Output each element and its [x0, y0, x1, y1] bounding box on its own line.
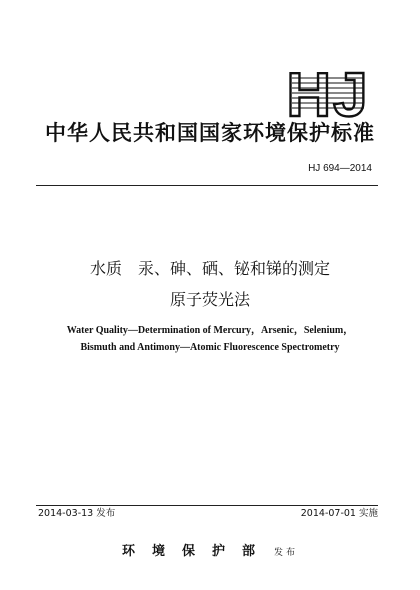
issuer-suffix: 发布 [274, 548, 299, 558]
top-divider [36, 185, 378, 186]
implementation-date: 2014-07-01 实施 [300, 508, 378, 519]
bottom-divider [36, 505, 378, 506]
document-title-en-line2: Bismuth and Antimony—Atomic Fluorescence Spectrometry [80, 342, 340, 353]
issuer-name: 环境保护部 [121, 544, 272, 559]
hj-logo-stripes [292, 78, 364, 108]
issuer-block [0, 540, 420, 563]
standard-category-title: 中华人民共和国国家环境保护标准 [45, 121, 375, 145]
issue-date: 2014-03-13 发布 [38, 508, 116, 519]
hj-logo [286, 68, 370, 120]
document-title-zh-line2: 原子荧光法 [169, 290, 250, 309]
document-title-en-line1: Water Quality—Determination of Mercury，Arsenic，Selenium， [66, 325, 354, 336]
standard-number: HJ 694—2014 [308, 163, 372, 174]
document-title-zh-line1: 水质 汞、砷、硒、铋和锑的测定 [89, 259, 330, 278]
hj-logo-text: HJ [286, 68, 370, 120]
